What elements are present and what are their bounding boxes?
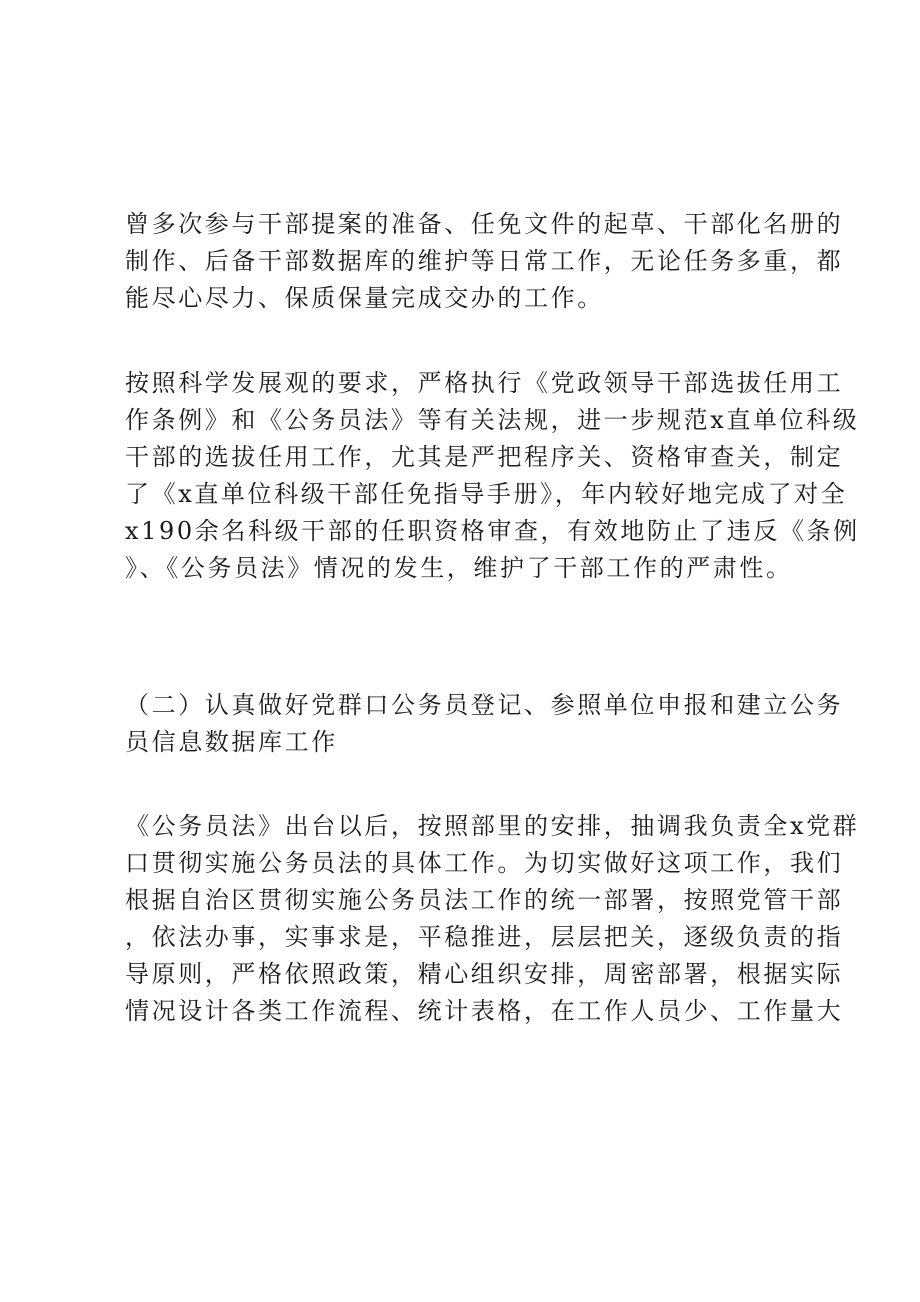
text-line: 情况设计各类工作流程、统计表格，在工作人员少、工作量大 bbox=[125, 997, 844, 1025]
text-line: 按照科学发展观的要求，严格执行《党政领导干部选拔任用工 bbox=[125, 369, 844, 397]
paragraph-cadre-selection bbox=[125, 365, 860, 587]
text-line: x190余名科级干部的任职资格审查，有效地防止了违反《条例 bbox=[125, 517, 860, 545]
text-line: ，依法办事，实事求是，平稳推进，层层把关，逐级负责的指 bbox=[125, 923, 844, 951]
text-line: 曾多次参与干部提案的准备、任免文件的起草、干部化名册的 bbox=[125, 210, 844, 238]
text-line: 《公务员法》出台以后，按照部里的安排，抽调我负责全x党群 bbox=[125, 812, 860, 840]
text-line: 能尽心尽力、保质保量完成交办的工作。 bbox=[125, 284, 604, 312]
text-line: 根据自治区贯彻实施公务员法工作的统一部署，按照党管干部 bbox=[125, 886, 844, 914]
heading-line: （二）认真做好党群口公务员登记、参照单位申报和建立公务 bbox=[125, 691, 844, 719]
text-line: 制作、后备干部数据库的维护等日常工作，无论任务多重，都 bbox=[125, 247, 844, 275]
text-line: 》、《公务员法》情况的发生，维护了干部工作的严肃性。 bbox=[125, 554, 793, 582]
text-line: 口贯彻实施公务员法的具体工作。为切实做好这项工作，我们 bbox=[125, 849, 844, 877]
text-line: 作条例》和《公务员法》等有关法规，进一步规范x直单位科级 bbox=[125, 406, 860, 434]
text-line: 干部的选拔任用工作，尤其是严把程序关、资格审查关，制定 bbox=[125, 443, 844, 471]
text-line: 导原则，严格依照政策，精心组织安排，周密部署，根据实际 bbox=[125, 960, 844, 988]
text-line: 了《x直单位科级干部任免指导手册》，年内较好地完成了对全 bbox=[125, 480, 848, 508]
paragraph-civil-servant-law bbox=[125, 808, 860, 1030]
paragraph-work-summary bbox=[125, 206, 844, 317]
section-heading-two bbox=[125, 687, 844, 761]
heading-line: 员信息数据库工作 bbox=[125, 728, 338, 756]
